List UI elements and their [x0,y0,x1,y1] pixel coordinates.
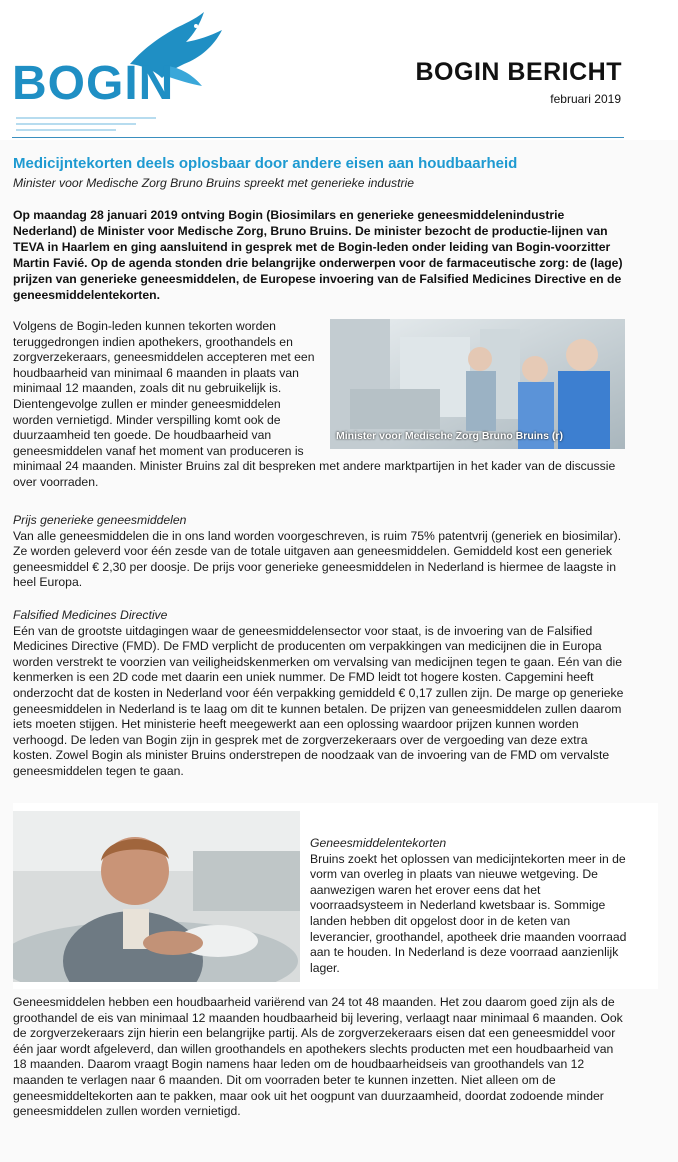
photo-minister-portrait [13,811,300,982]
section-fmd-heading: Falsified Medicines Directive [13,608,168,622]
newsletter-title: BOGIN BERICHT [415,58,622,86]
article-paragraph-1: Volgens de Bogin-leden kunnen tekorten worden teruggedrongen indien apothekers, groothandels en zorgverzekeraars, geneesmiddelen accepteren met een houdbaarheid van minimaal 6 maanden in plaats van minimaal 12 maanden, zoals dit nu gebruikelijk is. Dientengevolge zullen er minder geneesmiddelen worden vernietigd. Minder verspilling komt ook de duurzaamheid ten goede. De houdbaarheid van geneesmiddelen vanaf het moment van produceren is minimaal 24 maanden. Minister Bruins zal dit bespreken met andere marktpartijen in het kader van de discussie over voorraden. [13,319,616,489]
section-shortages [310,836,628,976]
section-fmd [13,608,625,780]
header-divider [12,137,624,138]
logo-wordmark: BOGIN [12,57,175,110]
section-shortages-body: Bruins zoekt het oplossen van medicijntekorten meer in de vorm van overleg in plaats van nieuwe wetgeving. De aanwezigen waren het erover eens dat het voorraadsysteem in Nederland kwetsbaar is. Sommige landen hebben dit opgelost door in de keten van leverancier, groothandel, apotheek drie maanden voorraad aan te houden. In Nederland is deze voorraad aanzienlijk lager. [310,851,627,975]
article-intro: Op maandag 28 januari 2019 ontving Bogin (Biosimilars en generieke geneesmiddelenindustrie Nederland) de Minister voor Medische Zorg, Bruno Bruins. De minister bezocht de productie-lijnen van TEVA in Haarlem en ging aansluitend in gesprek met de Bogin-leden onder leiding van Bogin-voorzitter Martin Favié. Op de agenda stonden drie belangrijke onderwerpen voor de farmaceutische zorg: de (lage) prijzen van generieke geneesmiddelen, de Europese invoering van de Falsified Medicines Directive en de geneesmiddelentekorten. [13,208,623,302]
article-paragraph-1-block [13,319,625,491]
article-subheadline: Minister voor Medische Zorg Bruno Bruins spreekt met generieke industrie [13,176,415,190]
photo-caption: Minister voor Medische Zorg Bruno Bruins (r) [336,430,563,443]
section-prices [13,513,625,591]
section-shortages-box [13,803,658,989]
photo-minister-visit [330,319,625,449]
article-final-paragraph: Geneesmiddelen hebben een houdbaarheid variërend van 24 tot 48 maanden. Het zou daarom goed zijn als de groothandel de eis van minimaal 12 maanden houdbaarheid bij levering, verlaagt naar minimaal 6 maanden. Ook de zorgverzekeraars zijn hierin een belangrijke partij. Als de zorgverzekeraars eisen dat een geneesmiddel voor één jaar wordt afgeleverd, dan willen groothandels en apothekers slechts producten met een houdbaarheid van 18 maanden. Daarom vraagt Bogin namens haar leden om de houdbaarheidseis van groothandels van 12 maanden te verlagen naar 6 maanden. Dit om voorraden beter te kunnen inzetten. Niet alleen om de geneesmiddeltekorten aan te pakken, maar ook uit het oogpunt van duurzaamheid, doordat zodoende minder geneesmiddelen zullen worden vernietigd. [13,995,623,1119]
article-headline: Medicijntekorten deels oplosbaar door andere eisen aan houdbaarheid [13,155,518,172]
newsletter-date: februari 2019 [550,92,621,106]
section-shortages-heading: Geneesmiddelentekorten [310,836,447,850]
portrait-photo-image [13,811,300,982]
section-prices-heading: Prijs generieke geneesmiddelen [13,513,187,527]
section-prices-body: Van alle geneesmiddelen die in ons land worden voorgeschreven, is ruim 75% patentvrij (generiek en biosimilar). Ze worden geleverd voor één zesde van de totale uitgaven aan geneesmiddelen. Gemiddeld kost een generiek geneesmiddel € 2,30 per doosje. De prijs voor generieke geneesmiddelen in Nederland is hiermee de laagste in heel Europa. [13,528,622,590]
newsletter-header [0,0,678,140]
logo-underline-graphic [16,114,176,138]
section-fmd-body: Eén van de grootste uitdagingen waar de geneesmiddelensector voor staat, is de invoering van de Falsified Medicines Directive (FMD). De FMD verplicht de producenten om verpakkingen van medicijnen die in Europa worden verstrekt te voorzien van veiligheidskenmerken om vervalsing van medicijnen tegen te gaan. Eén van die kenmerken is een 2D code met daarin een uniek nummer. De FMD leidt tot hogere kosten. Capgemini heeft onderzocht dat de kosten in Nederland voor één verpakking gemiddeld € 0,17 zullen zijn. De marge op generieke geneesmiddelen in Nederland is te laag om dit te kunnen betalen. De prijzen van geneesmiddelen zullen daarom iets moeten stijgen. Het ministerie heeft meegewerkt aan een oplossing waardoor prijzen kunnen worden verhoogd. De leden van Bogin zijn in gesprek met de zorgverzekeraars over de vergoeding van deze extra kosten. Zowel Bogin als minister Bruins onderstrepen de noodzaak van de invoering van de FMD om vervalste geneesmiddelen tegen te gaan. [13,623,624,778]
bogin-logo [10,6,230,136]
